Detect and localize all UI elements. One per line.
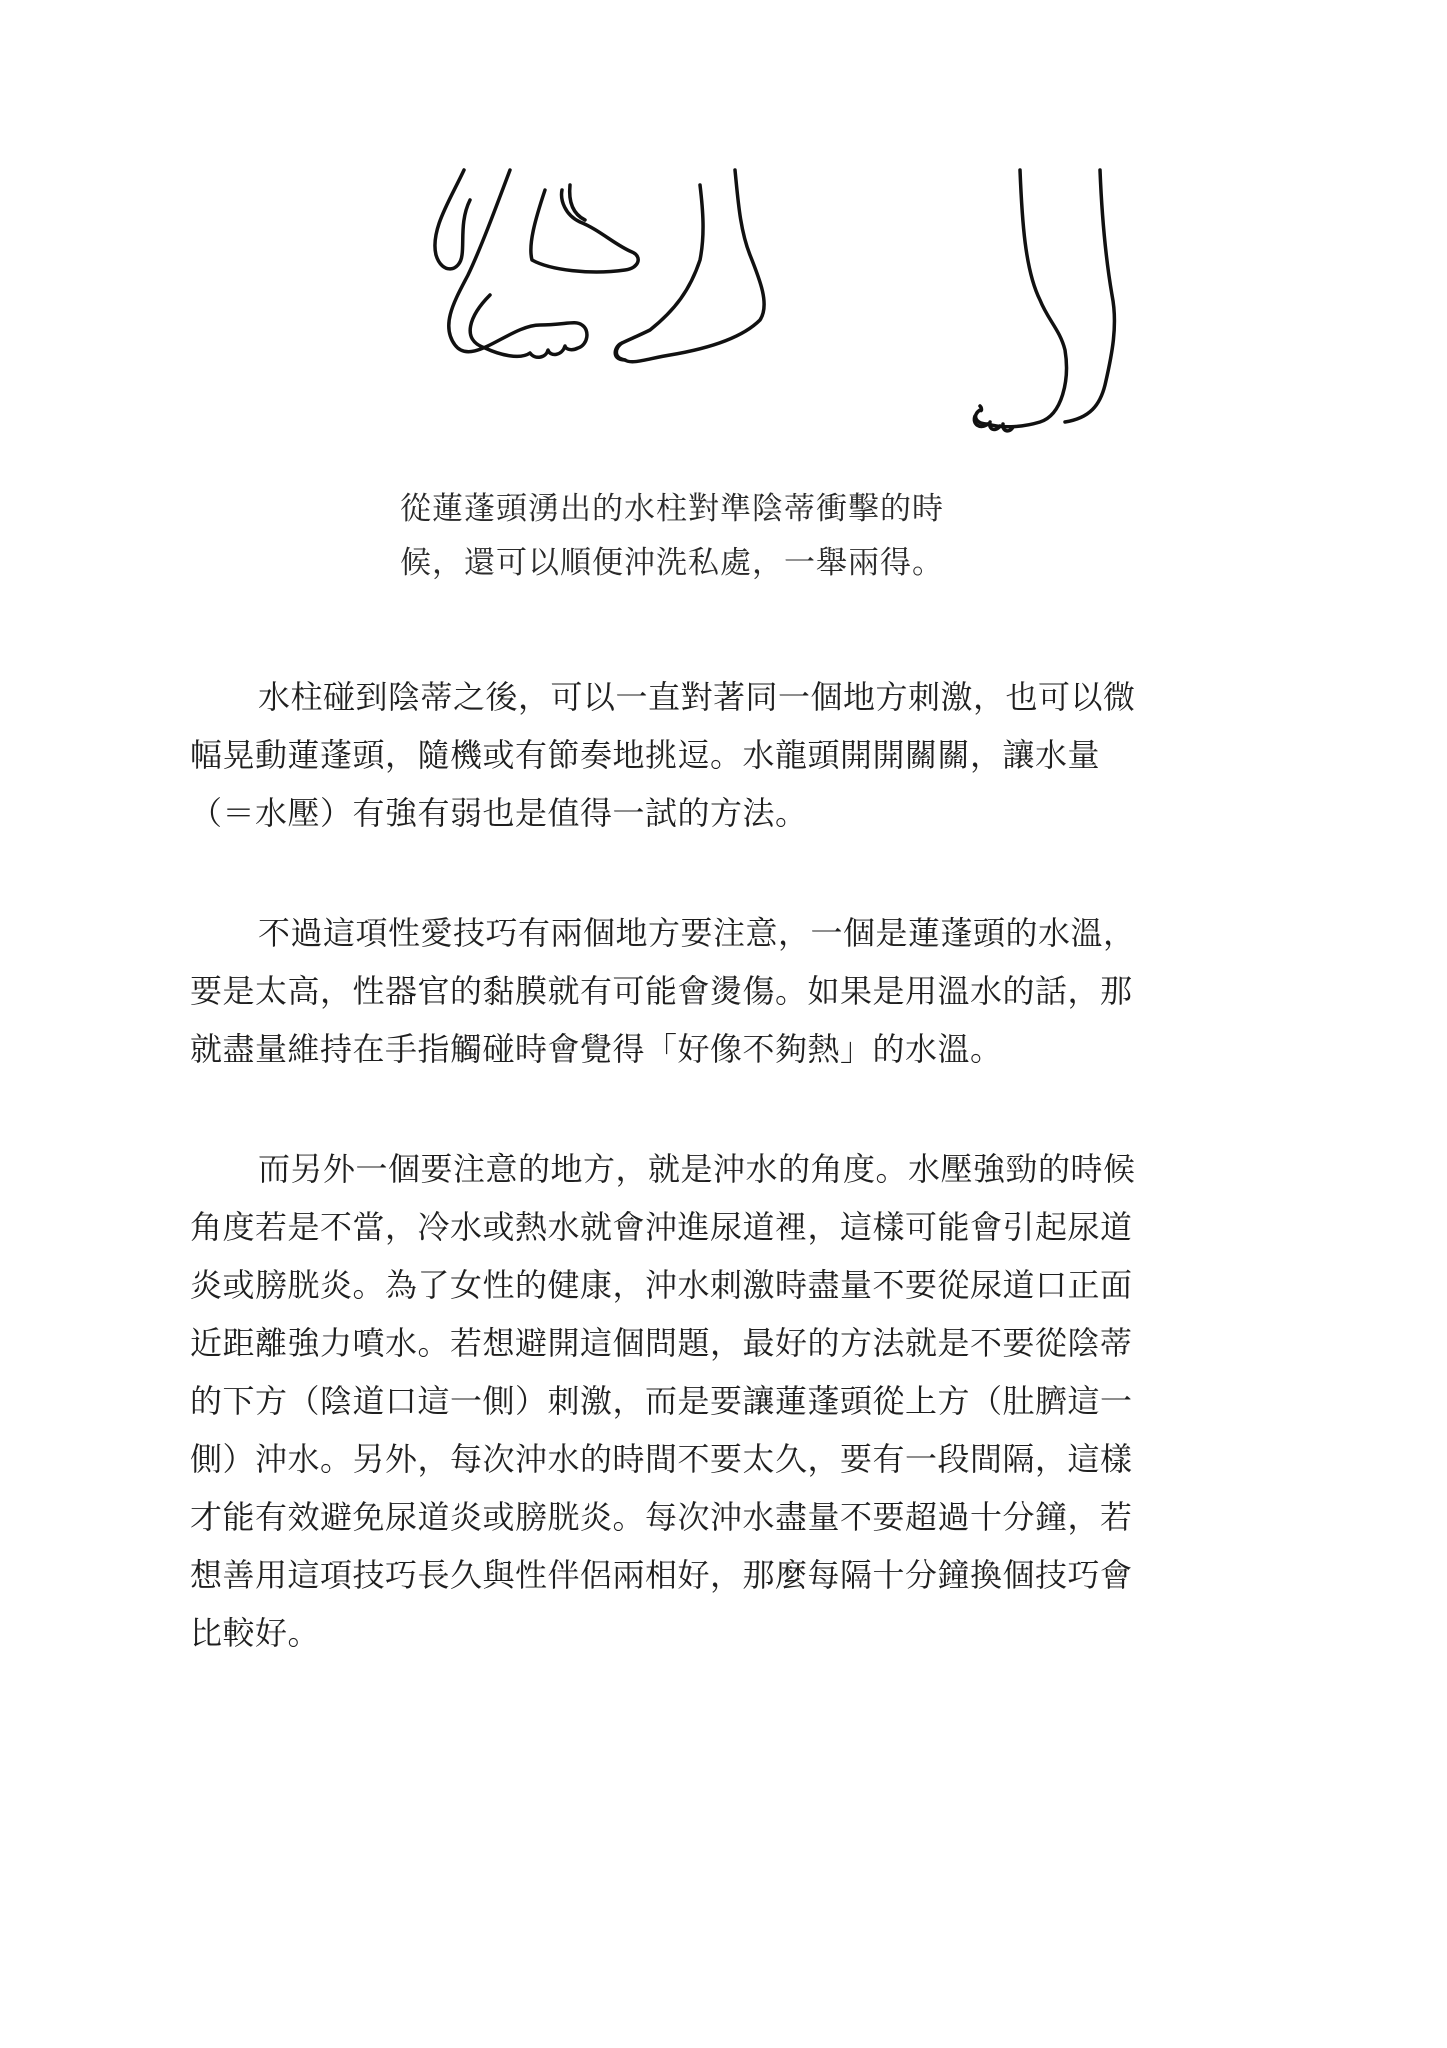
body-text bbox=[190, 668, 1250, 1724]
caption-line: 候，還可以順便沖洗私處，一舉兩得。 bbox=[400, 545, 944, 581]
paragraph-line: 才能有效避免尿道炎或膀胱炎。每次沖水盡量不要超過十分鐘，若 bbox=[190, 1498, 1133, 1536]
paragraph-line: 近距離強力噴水。若想避開這個問題，最好的方法就是不要從陰蒂 bbox=[190, 1324, 1133, 1362]
paragraph-line: 就盡量維持在手指觸碰時會覺得「好像不夠熱」的水溫。 bbox=[190, 1030, 1003, 1068]
paragraph-line: 想善用這項技巧長久與性伴侶兩相好，那麼每隔十分鐘換個技巧會 bbox=[190, 1556, 1133, 1594]
paragraph-line: 側）沖水。另外，每次沖水的時間不要太久，要有一段間隔，這樣 bbox=[190, 1440, 1133, 1478]
paragraph-line: 幅晃動蓮蓬頭，隨機或有節奏地挑逗。水龍頭開開關關，讓水量 bbox=[190, 736, 1101, 774]
figure-caption bbox=[400, 482, 1100, 590]
caption-line: 從蓮蓬頭湧出的水柱對準陰蒂衝擊的時 bbox=[400, 491, 944, 527]
paragraph-line: 水柱碰到陰蒂之後，可以一直對著同一個地方刺激，也可以微 bbox=[258, 678, 1136, 716]
paragraph-line: 角度若是不當，冷水或熱水就會沖進尿道裡，這樣可能會引起尿道 bbox=[190, 1208, 1133, 1246]
feet-illustration bbox=[400, 160, 1160, 460]
paragraph-1 bbox=[190, 668, 1250, 842]
paragraph-3 bbox=[190, 1140, 1250, 1662]
paragraph-line: 不過這項性愛技巧有兩個地方要注意，一個是蓮蓬頭的水溫， bbox=[258, 914, 1136, 952]
paragraph-line: 要是太高，性器官的黏膜就有可能會燙傷。如果是用溫水的話，那 bbox=[190, 972, 1133, 1010]
paragraph-line: 而另外一個要注意的地方，就是沖水的角度。水壓強勁的時候 bbox=[258, 1150, 1136, 1188]
paragraph-line: 的下方（陰道口這一側）刺激，而是要讓蓮蓬頭從上方（肚臍這一 bbox=[190, 1382, 1133, 1420]
paragraph-line: 炎或膀胱炎。為了女性的健康，沖水刺激時盡量不要從尿道口正面 bbox=[190, 1266, 1133, 1304]
paragraph-2 bbox=[190, 904, 1250, 1078]
paragraph-line: 比較好。 bbox=[190, 1614, 321, 1652]
paragraph-line: （＝水壓）有強有弱也是值得一試的方法。 bbox=[190, 794, 808, 832]
feet-icon bbox=[400, 160, 1160, 460]
